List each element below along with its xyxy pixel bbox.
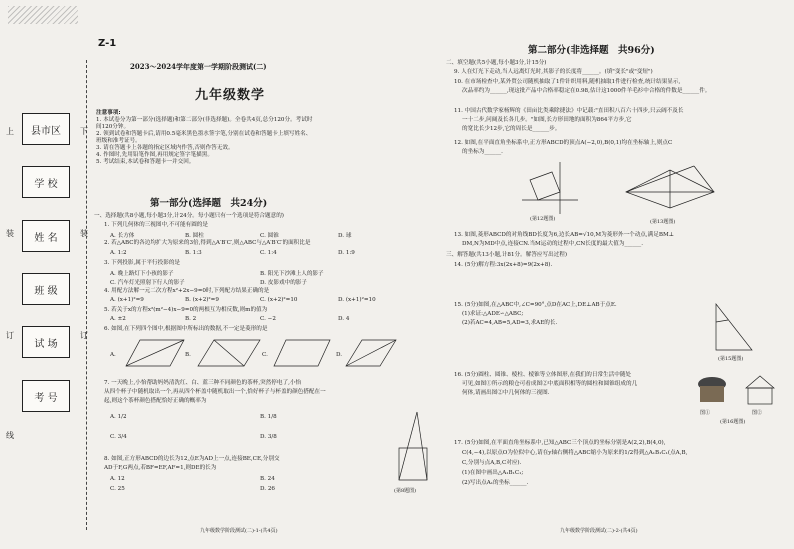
q7-option[interactable]: B. 1/8 xyxy=(260,414,277,420)
q6-option[interactable]: C. xyxy=(262,352,268,358)
side-char: 订 xyxy=(6,331,14,340)
q15-figure xyxy=(710,300,756,356)
q7-option[interactable]: C. 3/4 xyxy=(110,434,127,440)
q2-option[interactable]: C. 1:4 xyxy=(260,250,277,256)
exam-number-field[interactable]: 考 号 xyxy=(22,380,70,412)
q16-line: 16. (5分)圆柱、圆锥、棱柱、棱锥等立体图形,在我们的日常生活中随处 xyxy=(454,372,632,378)
q8-line: 8. 如图,正方形ABCD的边长为12,点E为AD上一点,连接BE,CE,分别交 xyxy=(104,456,280,462)
q13-line: 13. 如图,菱形ABCD的对角线BD长度为6,边长AB=√10,M为菱形外一个动点,满足BM⊥ xyxy=(454,232,674,238)
segment-de xyxy=(716,320,728,322)
q12-line: 的坐标为______. xyxy=(462,149,503,155)
cut-line xyxy=(86,60,87,530)
fig15-caption: (第15题图) xyxy=(718,356,744,362)
q11-line: 的宽比长少12步,它的周长是______步。 xyxy=(462,126,561,132)
note-line: 3. 请在答题卡上各题的指定区域内作答,否则作答无效。 xyxy=(96,144,234,151)
rhombus-figure-c xyxy=(274,340,330,366)
fig16-label: 图① xyxy=(700,410,711,416)
line-be xyxy=(399,412,417,480)
q4-stem: 4. 用配方法解一元二次方程x²+2x−9=0时,下列配方结果正确的是 xyxy=(104,288,270,294)
q7-option[interactable]: A. 1/2 xyxy=(110,414,127,420)
q6-option[interactable]: B. xyxy=(185,352,191,358)
part2-title: 第二部分(非选择题 共96分) xyxy=(528,45,655,56)
q5-option[interactable]: C. −2 xyxy=(260,316,276,322)
q2-option[interactable]: D. 1:9 xyxy=(338,250,355,256)
q2-option[interactable]: B. 1:3 xyxy=(185,250,202,256)
q8-option[interactable]: B. 24 xyxy=(260,476,275,482)
diagonal-line xyxy=(214,340,244,366)
q2-option[interactable]: A. 1:2 xyxy=(110,250,127,256)
q17-line: C(4,−4),以原点O为位似中心,请在y轴右侧将△ABC缩小为原来的1/2得到△A₁B₁C₁(点A,B, xyxy=(462,450,688,456)
q12-figure xyxy=(520,160,580,216)
line-bm xyxy=(626,166,694,192)
q8-option[interactable]: A. 12 xyxy=(110,476,125,482)
q8-line: AD于F,G两点,若BF=EF,AF=1,则DE的长为 xyxy=(104,465,217,471)
part1-intro: 一、选择题(共8小题,每小题3分,计24分。每小题只有一个选项是符合题意的) xyxy=(94,213,284,219)
q3-option[interactable]: C. 汽车灯光照射下行人的影子 xyxy=(110,280,185,286)
notes xyxy=(96,110,312,166)
part1-title: 第一部分(选择题 共24分) xyxy=(150,198,268,209)
q15-line: (2)若AC=4,AB=5,AD=3,求AE的长. xyxy=(462,320,558,326)
q2-stem: 2. 若△ABC的各边均扩大为原来的3倍,得到△A′B′C′,则△ABC与△A′B′C′的面积比是 xyxy=(104,240,311,246)
q16-line: 何体,请画出图②中几何体的三视图. xyxy=(462,390,550,396)
side-char: 订 xyxy=(80,331,88,340)
q17-line: 17. (5分)如图,在平面直角坐标系中,已知△ABC三个顶点的坐标分别是A(2,2),B(4,0), xyxy=(454,440,666,446)
q16-figure xyxy=(690,374,780,408)
q12-line: 12. 如图,在平面直角坐标系中,正方形ABCD的顶点A(−2,0),B(0,1)均在坐标轴上,则点C xyxy=(454,140,673,146)
q4-option[interactable]: C. (x+2)²=10 xyxy=(260,297,298,303)
q14-text: 14. (5分)解方程:3x(2x+8)=9(2x+8). xyxy=(454,262,553,268)
q5-stem: 5. 若关于x的方程x²(m²−4)x−9=0的两根互为相反数,则m的值为 xyxy=(104,307,268,313)
q1-option[interactable]: D. 球 xyxy=(338,233,352,239)
binding-strip xyxy=(0,0,92,549)
q4-option[interactable]: D. (x+1)²=10 xyxy=(338,297,376,303)
q8-option[interactable]: D. 26 xyxy=(260,486,275,492)
q7-line: 从四个杯子中随机取出一个,再从四个杯盖中随机取出一个,恰好杯子与杯盖的颜色搭配在一 xyxy=(104,389,326,395)
q8-caption: (第8题图) xyxy=(394,488,417,494)
q10-line: 10. 在市场检查中,某外贸公司随机抽取了1件针织用料,随机抽取1件进行检查,统计结果显示, xyxy=(454,79,681,85)
q6-option[interactable]: A. xyxy=(110,352,116,358)
q1-stem: 1. 下列几何体的三视图中,不可能有圆的是 xyxy=(104,222,208,228)
fig12-caption: (第12题图) xyxy=(530,216,556,222)
q3-option[interactable]: A. 晚上路灯下小孩的影子 xyxy=(110,271,174,277)
line-dm xyxy=(694,166,714,192)
q17-line: (1)在图中画出△A₁B₁C₁; xyxy=(462,470,524,476)
diagonal-line xyxy=(126,340,184,366)
q3-stem: 3. 下列投影,属于平行投影的是 xyxy=(104,260,181,266)
q5-option[interactable]: B. 2 xyxy=(185,316,197,322)
q6-stem: 6. 如图,在下列四个图中,根据图中所标出的数据,不一定是菱形的是 xyxy=(104,326,268,332)
note-line: 4. 作图时,先用铅笔作图,再用规定签字笔描黑。 xyxy=(96,151,213,158)
notes-heading: 注意事项: xyxy=(96,110,121,116)
q1-option[interactable]: C. 圆锥 xyxy=(260,233,279,239)
q13-line: DM,N为MD中点,连接CN.当M运动的过程中,CN长度的最大值为______. xyxy=(462,241,643,247)
note-line: 5. 考试结束,本试卷和答题卡一并交回。 xyxy=(96,158,195,165)
page1-footer: 九年级数学阶段测试(二)-1-(共4页) xyxy=(200,528,278,534)
q5-option[interactable]: A. ±2 xyxy=(110,316,126,322)
fig16-label: 图② xyxy=(752,410,763,416)
fig13-caption: (第13题图) xyxy=(650,219,676,225)
q5-option[interactable]: D. 4 xyxy=(338,316,350,322)
q13-figure xyxy=(620,162,720,212)
cylinder-shape xyxy=(748,388,772,404)
page2-footer: 九年级数学阶段测试(二)-2-(共4页) xyxy=(560,528,638,534)
q15-line: 15. (5分)如图,在△ABC中,∠C=90°,点D在AC上,DE⊥AB于点E. xyxy=(454,302,617,308)
q4-option[interactable]: A. (x+1)²=9 xyxy=(110,297,144,303)
q1-option[interactable]: A. 长方体 xyxy=(110,233,135,239)
school-field[interactable]: 学 校 xyxy=(22,166,70,198)
diagonal-line xyxy=(346,340,396,366)
class-field[interactable]: 班 级 xyxy=(22,273,70,305)
q16-line: 可见,如图①所示的粮仓可看成图②中底面积相等的圆柱和圆锥组成的几 xyxy=(462,381,638,387)
q8-option[interactable]: C. 25 xyxy=(110,486,125,492)
hatch-decoration xyxy=(8,6,78,24)
q7-option[interactable]: D. 3/8 xyxy=(260,434,277,440)
triangle-abc xyxy=(716,304,752,350)
line-ce xyxy=(417,412,427,480)
exam-title: 2023～2024学年度第一学期阶段测试(二) xyxy=(130,62,267,71)
q7-line: 起,则这个茶杯颜色搭配恰好正确的概率为 xyxy=(104,398,207,404)
county-field[interactable]: 县市区 xyxy=(22,113,70,145)
name-field[interactable]: 姓 名 xyxy=(22,220,70,252)
q15-line: (1)求证:△ADE∽△ABC; xyxy=(462,311,524,317)
q3-option[interactable]: B. 阳光下沙滩上人的影子 xyxy=(260,271,324,277)
cone-shape xyxy=(746,376,774,388)
q6-figures xyxy=(118,336,398,370)
subject-title: 九年级数学 xyxy=(195,88,266,103)
solve-intro: 三、解答题(共13小题,计81分。解答应写出过程) xyxy=(446,252,568,258)
note-line: 1. 本试卷分为第一部分(选择题)和第二部分(非选择题)。全卷共4页,总分120分。考试时 xyxy=(96,116,313,123)
note-line: 2. 领到试卷和答题卡后,请用0.5毫米黑色墨水签字笔,分别在试卷和答题卡上填写姓名、 xyxy=(96,130,312,137)
side-char: 线 xyxy=(6,431,14,440)
fill-intro: 二、填空题(共5小题,每小题3分,计15分) xyxy=(446,60,547,66)
q6-option[interactable]: D. xyxy=(336,352,343,358)
exam-room-field[interactable]: 试 场 xyxy=(22,326,70,358)
q4-option[interactable]: B. (x+2)²=9 xyxy=(185,297,219,303)
note-line: 间120分钟。 xyxy=(96,123,130,130)
side-char: 上 xyxy=(6,127,14,136)
side-char: 装 xyxy=(6,229,14,238)
q17-line: (2)写出点A₁的坐标______. xyxy=(462,480,529,486)
q8-figure xyxy=(395,408,431,488)
q10-line: 次品率约为______,现这批产品中合格率稳定在0.98,估计这1000件羊毛衫中合格的件数是______件。 xyxy=(462,88,711,94)
q3-option[interactable]: D. 皮影戏中的影子 xyxy=(260,280,307,286)
paper-code: Z-1 xyxy=(98,38,117,49)
q1-option[interactable]: B. 圆柱 xyxy=(185,233,204,239)
side-char: 装 xyxy=(80,229,88,238)
square-abcd xyxy=(530,172,560,200)
fig16-caption: (第16题图) xyxy=(720,419,746,425)
note-line: 班级和准考证号。 xyxy=(96,137,141,144)
q17-line: C,分别与点A,B,C对应). xyxy=(462,460,522,466)
granary-body xyxy=(700,386,724,402)
q11-line: 一十二步,问阔及长各几步。"如图,长方形田地的面积为864平方步,它 xyxy=(462,117,632,123)
side-char: 下 xyxy=(80,127,88,136)
q11-line: 11. 中国古代数学家杨辉的《田亩比类乘除捷法》中记载:"直田积八百六十四步,只云阔不及长 xyxy=(454,108,684,114)
q7-line: 7. 一天晚上,小怡帮助妈妈清洗红、白、蓝三种不同颜色的茶杯,突然停电了,小怡 xyxy=(104,380,302,386)
q9-text: 9. 人在灯光下走动,当人远离灯光时,其影子的长度将______。(填"变长"或"变短") xyxy=(454,69,653,75)
